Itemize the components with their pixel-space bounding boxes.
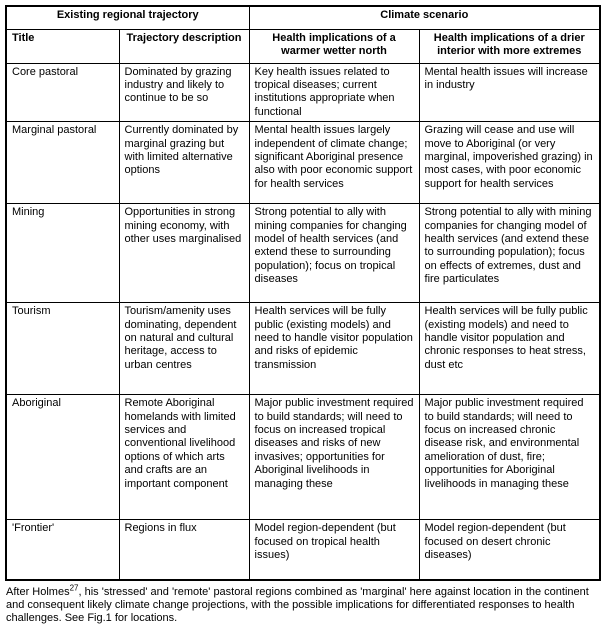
drier-interior-cell: Major public investment required to build standards; will need to focus on increased chronic disease risk, and environmental amelioration of dust, fire; opportunities for Aboriginal livelihoods in managing these — [419, 395, 600, 520]
warmer-wetter-cell: Mental health issues largely independent of climate change; significant Aboriginal presence also with poor economic support for health services — [249, 122, 419, 204]
row-title: Tourism — [6, 303, 119, 395]
table-row-marginal-pastoral — [6, 122, 600, 204]
trajectory-description-cell: Remote Aboriginal homelands with limited services and conventional livelihood options of which arts and crafts are an important component — [119, 395, 249, 520]
trajectory-description-cell: Currently dominated by marginal grazing but with limited alternative options — [119, 122, 249, 204]
warmer-wetter-cell: Health services will be fully public (existing models) and need to handle visitor population and risks of epidemic transmission — [249, 303, 419, 395]
warmer-wetter-cell: Strong potential to ally with mining companies for changing model of health services (and extend these to surrounding population); focus on tropical diseases — [249, 204, 419, 303]
column-header-trajectory-description: Trajectory description — [119, 29, 249, 63]
trajectory-description-cell: Tourism/amenity uses dominating, dependent on natural and cultural heritage, access to urban centres — [119, 303, 249, 395]
trajectory-description-cell: Opportunities in strong mining economy, with other uses marginalised — [119, 204, 249, 303]
drier-interior-cell: Strong potential to ally with mining companies for changing model of health services (and extend these to surrounding population); focus on effects of extremes, dust and fire particulates — [419, 204, 600, 303]
warmer-wetter-cell: Model region-dependent (but focused on tropical health issues) — [249, 520, 419, 580]
warmer-wetter-cell: Key health issues related to tropical diseases; current institutions appropriate when functional — [249, 63, 419, 122]
column-header-title: Title — [6, 29, 119, 63]
drier-interior-cell: Health services will be fully public (existing models) and need to handle visitor population and chronic responses to heat stress, dust etc — [419, 303, 600, 395]
row-title: Aboriginal — [6, 395, 119, 520]
caption-text: , his 'stressed' and 'remote' pastoral regions combined as 'marginal' here against location in the continent and consequent likely climate change projections, with the possible implications for differentiated responses to health challenges. See Fig.1 for locations. — [6, 585, 589, 625]
row-title: Core pastoral — [6, 63, 119, 122]
drier-interior-cell: Mental health issues will increase in industry — [419, 63, 600, 122]
drier-interior-cell: Grazing will cease and use will move to Aboriginal (or very marginal, impoverished grazing) in most cases, with poor economic support for health services — [419, 122, 600, 204]
caption-prefix: After Holmes — [6, 585, 70, 598]
drier-interior-cell: Model region-dependent (but focused on desert chronic diseases) — [419, 520, 600, 580]
column-header-drier-interior-extremes: Health implications of a drier interior with more extremes — [419, 29, 600, 63]
row-title: 'Frontier' — [6, 520, 119, 580]
warmer-wetter-cell: Major public investment required to build standards; will need to focus on increased tropical diseases and risks of new invasives; opportunities for Aboriginal livelihoods in managing these — [249, 395, 419, 520]
table-row-tourism — [6, 303, 600, 395]
table-row-mining — [6, 204, 600, 303]
table-row-frontier — [6, 520, 600, 580]
regional-trajectory-table — [5, 5, 601, 581]
table-row-aboriginal — [6, 395, 600, 520]
table-caption — [6, 582, 602, 626]
citation-superscript: 27 — [69, 582, 79, 592]
row-title: Marginal pastoral — [6, 122, 119, 204]
group-header-existing-regional-trajectory: Existing regional trajectory — [6, 6, 249, 29]
group-header-climate-scenario: Climate scenario — [249, 6, 600, 29]
trajectory-description-cell: Dominated by grazing industry and likely to continue to be so — [119, 63, 249, 122]
table-row-core-pastoral — [6, 63, 600, 122]
column-header-warmer-wetter-north: Health implications of a warmer wetter north — [249, 29, 419, 63]
row-title: Mining — [6, 204, 119, 303]
trajectory-description-cell: Regions in flux — [119, 520, 249, 580]
